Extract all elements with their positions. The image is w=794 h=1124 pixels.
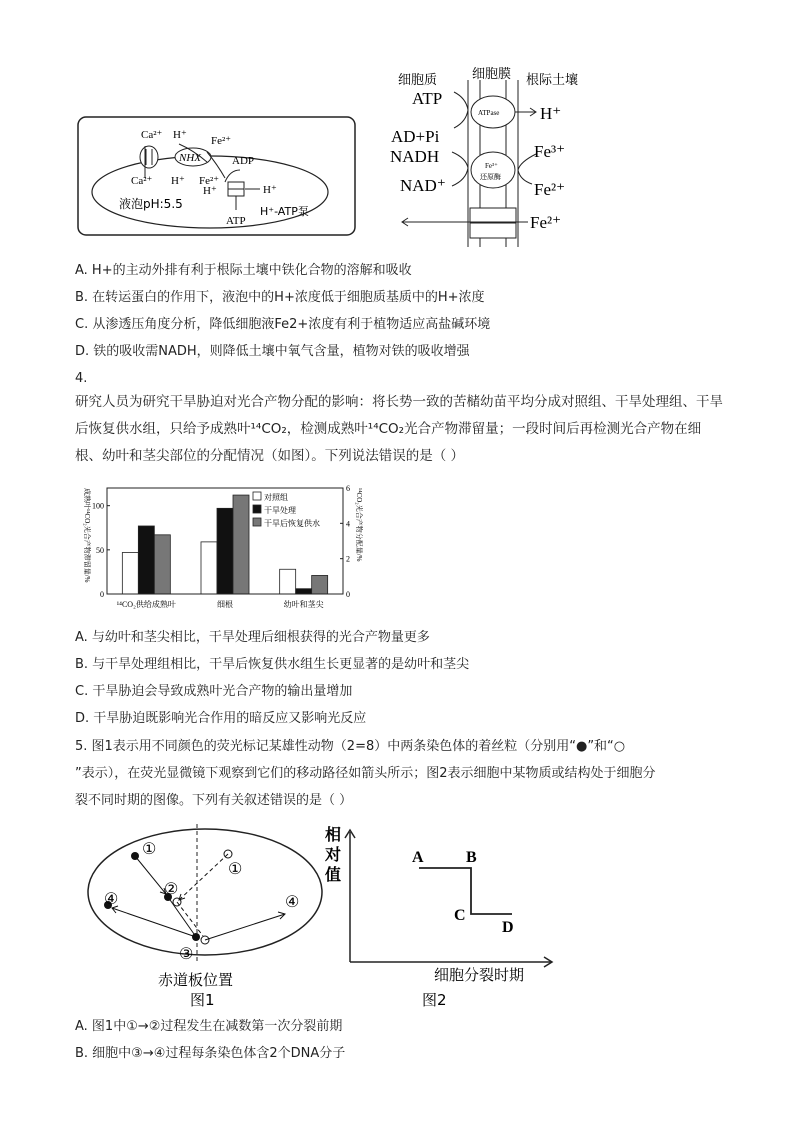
q5-option-b: B. 细胞中③→④过程每条染色体含2个DNA分子 <box>75 1046 346 1061</box>
figure-1 <box>80 822 335 1012</box>
ca-vacuole-label: Ca²⁺ <box>131 175 153 187</box>
x-axis-label: 细胞分裂时期 <box>434 966 525 984</box>
bar-1-2 <box>233 495 249 594</box>
h-label: H⁺ <box>540 104 562 123</box>
y-tick-label-left: 0 <box>100 590 104 599</box>
label-2: ② <box>164 881 179 898</box>
label-4-left: ④ <box>104 891 119 908</box>
point-d: D <box>502 919 514 936</box>
legend-label: 干旱处理 <box>264 506 296 515</box>
nad-label: NAD⁺ <box>400 176 446 195</box>
label-4-right: ④ <box>285 894 300 911</box>
pump-label: H⁺-ATP泵 <box>260 205 309 218</box>
q5-stem-line-2: ”表示），在荧光显微镜下观察到它们的移动路径如箭头所示；图2表示细胞中某物质或结构处于细胞分 <box>75 766 656 781</box>
fe-vacuole-label: Fe²⁺ <box>199 175 220 187</box>
y-tick-label-left: 50 <box>96 545 104 555</box>
fe2-label: Fe²⁺ <box>534 180 566 199</box>
legend-label: 对照组 <box>264 493 288 502</box>
q3-option-d: D. 铁的吸收需NADH，则降低土壤中氧气含量，植物对铁的吸收增强 <box>75 344 470 359</box>
h-inner-label: H⁺ <box>203 185 217 197</box>
h-vacuole-label: H⁺ <box>171 175 185 187</box>
y-label-2: 对 <box>325 845 342 864</box>
atp-label: ATP <box>226 215 246 227</box>
atp-label: ATP <box>412 89 443 108</box>
category-label: 幼叶和茎尖 <box>283 600 324 609</box>
soil-label: 根际土壤 <box>526 73 579 88</box>
q3-option-c: C. 从渗透压角度分析，降低细胞液Fe2+浓度有利于植物适应高盐碱环境 <box>75 317 491 332</box>
q5-stem-line-3: 裂不同时期的图像。下列有关叙述错误的是（ ） <box>75 793 353 808</box>
adp-label: ADP <box>232 155 255 167</box>
reductase-label-top: Fe³⁺ <box>485 162 498 170</box>
q4-option-c: C. 干旱胁迫会导致成熟叶光合产物的输出量增加 <box>75 684 353 699</box>
point-a: A <box>412 849 424 866</box>
figure-1-caption: 图1 <box>190 991 215 1009</box>
q4-option-d: D. 干旱胁迫既影响光合作用的暗反应又影响光反应 <box>75 711 367 726</box>
bar-2-0 <box>280 569 296 594</box>
legend-swatch <box>253 492 261 500</box>
fe3-label: Fe³⁺ <box>534 142 566 161</box>
adpi-label: AD+Pi <box>391 127 440 146</box>
h-label: H⁺ <box>173 129 187 141</box>
y-axis-label-left: 成熟叶¹⁴CO₂光合产物滞留量/% <box>83 488 91 583</box>
point-b: B <box>466 849 477 866</box>
bar-chart <box>75 478 375 618</box>
fe2-soil-label: Fe²⁺ <box>530 213 562 232</box>
q3-option-b: B. 在转运蛋白的作用下，液泡中的H+浓度低于细胞质基质中的H+浓度 <box>75 290 485 305</box>
bar-1-0 <box>201 542 217 594</box>
figure-2 <box>322 822 562 1012</box>
q4-stem: 研究人员为研究干旱胁迫对光合产物分配的影响：将长势一致的苦槠幼苗平均分成对照组、干旱处理组、干旱后恢复供水组，只给予成熟叶¹⁴CO₂，检测成熟叶¹⁴CO₂光合产物滞留量；一段时间后再检测光合产物在细根、幼叶和茎尖部位的分配情况（如图）。下列说法错误的是（ ） <box>75 394 723 464</box>
q5-option-a: A. 图1中①→②过程发生在减数第一次分裂前期 <box>75 1019 343 1034</box>
bar-0-1 <box>138 526 154 594</box>
ca-label: Ca²⁺ <box>141 129 163 141</box>
label-1-filled: ① <box>142 841 157 858</box>
y-tick-label-right: 4 <box>346 519 350 529</box>
vacuole-diagram <box>75 112 360 240</box>
y-tick-label-left: 100 <box>92 501 104 511</box>
y-axis-label-right: ¹⁴CO₂光合产物分配量/% <box>355 488 363 562</box>
label-3: ③ <box>179 946 194 963</box>
membrane-label: 细胞膜 <box>472 67 512 82</box>
y-label-3: 值 <box>325 865 342 884</box>
atpase-label: ATPase <box>478 109 500 117</box>
nadh-label: NADH <box>390 147 440 166</box>
y-label-1: 相 <box>325 825 342 844</box>
equatorial-plate-label: 赤道板位置 <box>158 971 234 989</box>
figure-2-caption: 图2 <box>422 991 447 1009</box>
bar-1-1 <box>217 508 233 594</box>
category-label: 细根 <box>217 600 233 609</box>
q4-option-a: A. 与幼叶和茎尖相比，干旱处理后细根获得的光合产物量更多 <box>75 630 430 645</box>
bar-0-0 <box>122 552 138 594</box>
q4-option-b: B. 与干旱处理组相比，干旱后恢复供水组生长更显著的是幼叶和茎尖 <box>75 657 470 672</box>
h-outer-label: H⁺ <box>263 184 277 196</box>
bar-2-1 <box>296 589 312 594</box>
reductase-label-bottom: 还原酶 <box>480 173 501 181</box>
q5-stem-line-1: 5. 图1表示用不同颜色的荧光标记某雄性动物（2=8）中两条染色体的着丝粒（分别用“●”和“○ <box>75 739 626 754</box>
cytoplasm-label: 细胞质 <box>398 73 438 88</box>
bar-2-2 <box>312 575 328 594</box>
bar-0-2 <box>154 535 170 594</box>
fe-label: Fe²⁺ <box>211 135 232 147</box>
q4-number: 4. <box>75 371 88 386</box>
point-c: C <box>454 907 466 924</box>
y-tick-label-right: 0 <box>346 590 350 599</box>
vacuole-ph-label: 液泡pH:5.5 <box>119 197 183 211</box>
legend-swatch <box>253 518 261 526</box>
legend-swatch <box>253 505 261 513</box>
label-1-hollow: ① <box>228 861 243 878</box>
nhx-label: NHX <box>179 152 201 164</box>
membrane-diagram <box>388 62 613 247</box>
category-label: ¹⁴CO₂供给成熟叶 <box>116 600 176 609</box>
y-tick-label-right: 2 <box>346 554 350 564</box>
y-tick-label-right: 6 <box>346 484 350 493</box>
q3-option-a: A. H+的主动外排有利于根际土壤中铁化合物的溶解和吸收 <box>75 263 412 278</box>
legend-label: 干旱后恢复供水 <box>264 519 320 528</box>
